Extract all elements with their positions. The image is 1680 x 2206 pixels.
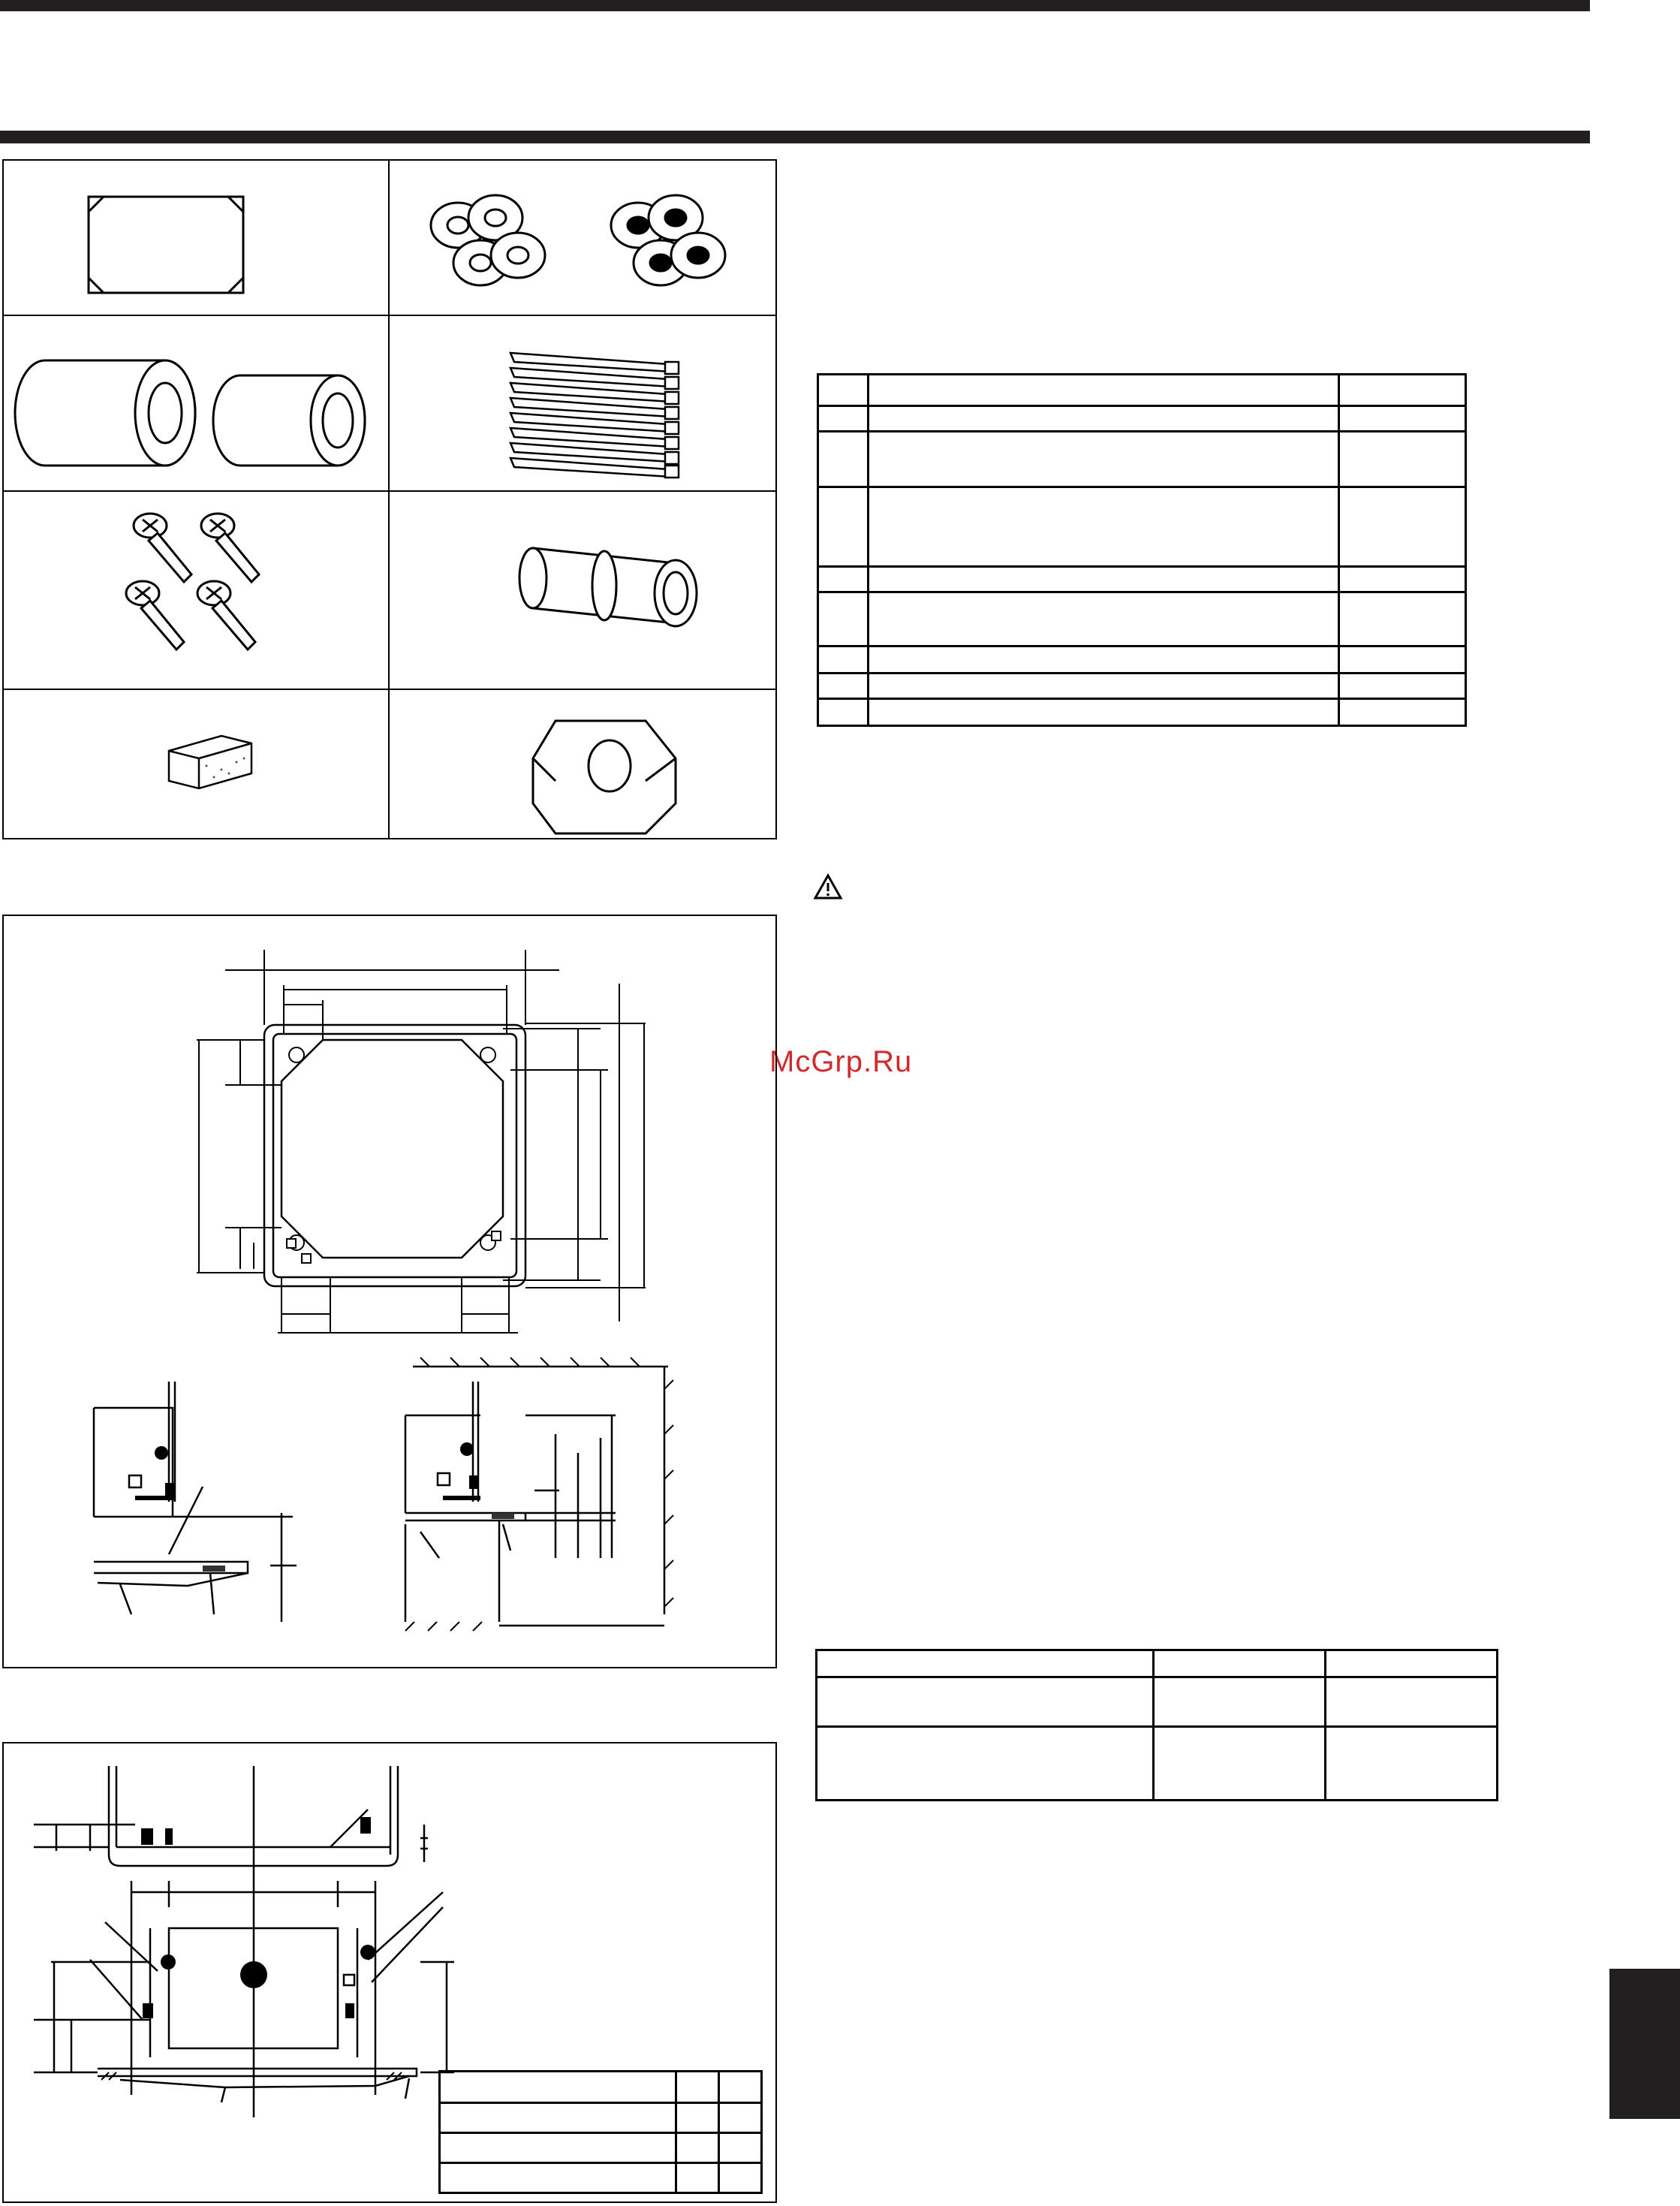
bottom-table: [438, 2070, 763, 2194]
language-tab: [1609, 1969, 1680, 2119]
watermark: McGrp.Ru: [769, 1045, 913, 1078]
